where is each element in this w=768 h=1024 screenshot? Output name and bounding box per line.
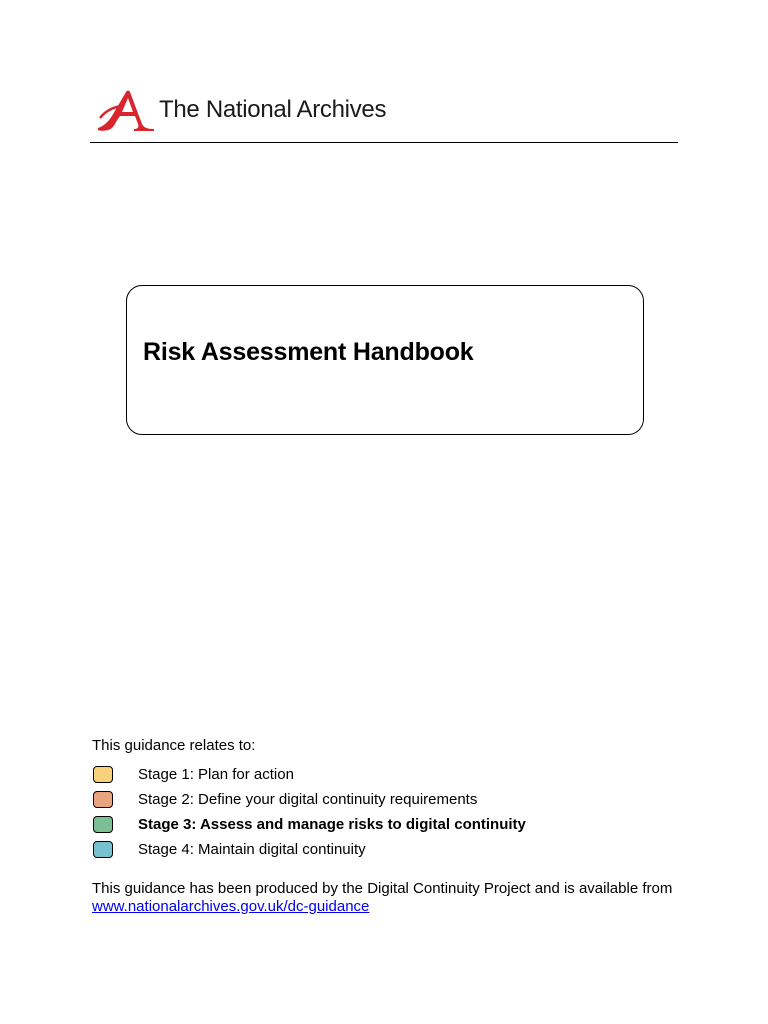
stage-item-3 bbox=[92, 812, 526, 837]
stage-2-color-swatch bbox=[93, 791, 113, 808]
stage-item-4 bbox=[92, 837, 366, 862]
footer-text: This guidance has been produced by the Digital Continuity Project and is available from bbox=[92, 880, 673, 897]
stage-list bbox=[92, 762, 526, 862]
title-box bbox=[126, 285, 644, 435]
stage-1-color-swatch bbox=[93, 766, 113, 783]
national-archives-logo bbox=[96, 88, 386, 132]
footer-note bbox=[92, 880, 682, 916]
guidance-intro: This guidance relates to: bbox=[92, 737, 256, 754]
stage-item-2 bbox=[92, 787, 478, 812]
stage-4-label: Stage 4: Maintain digital continuity bbox=[138, 841, 366, 858]
national-archives-A-mark-icon bbox=[96, 88, 158, 132]
stage-4-color-swatch bbox=[93, 841, 113, 858]
stage-1-label: Stage 1: Plan for action bbox=[138, 766, 294, 783]
stage-item-1 bbox=[92, 762, 294, 787]
logo-text: The National Archives bbox=[159, 96, 387, 123]
stage-3-color-swatch bbox=[93, 816, 113, 833]
stage-2-label: Stage 2: Define your digital continuity requirements bbox=[138, 791, 478, 808]
guidance-link[interactable]: www.nationalarchives.gov.uk/dc-guidance bbox=[92, 898, 370, 915]
document-title: Risk Assessment Handbook bbox=[143, 338, 474, 366]
stage-3-label: Stage 3: Assess and manage risks to digital continuity bbox=[138, 816, 526, 833]
header-divider bbox=[90, 142, 678, 143]
